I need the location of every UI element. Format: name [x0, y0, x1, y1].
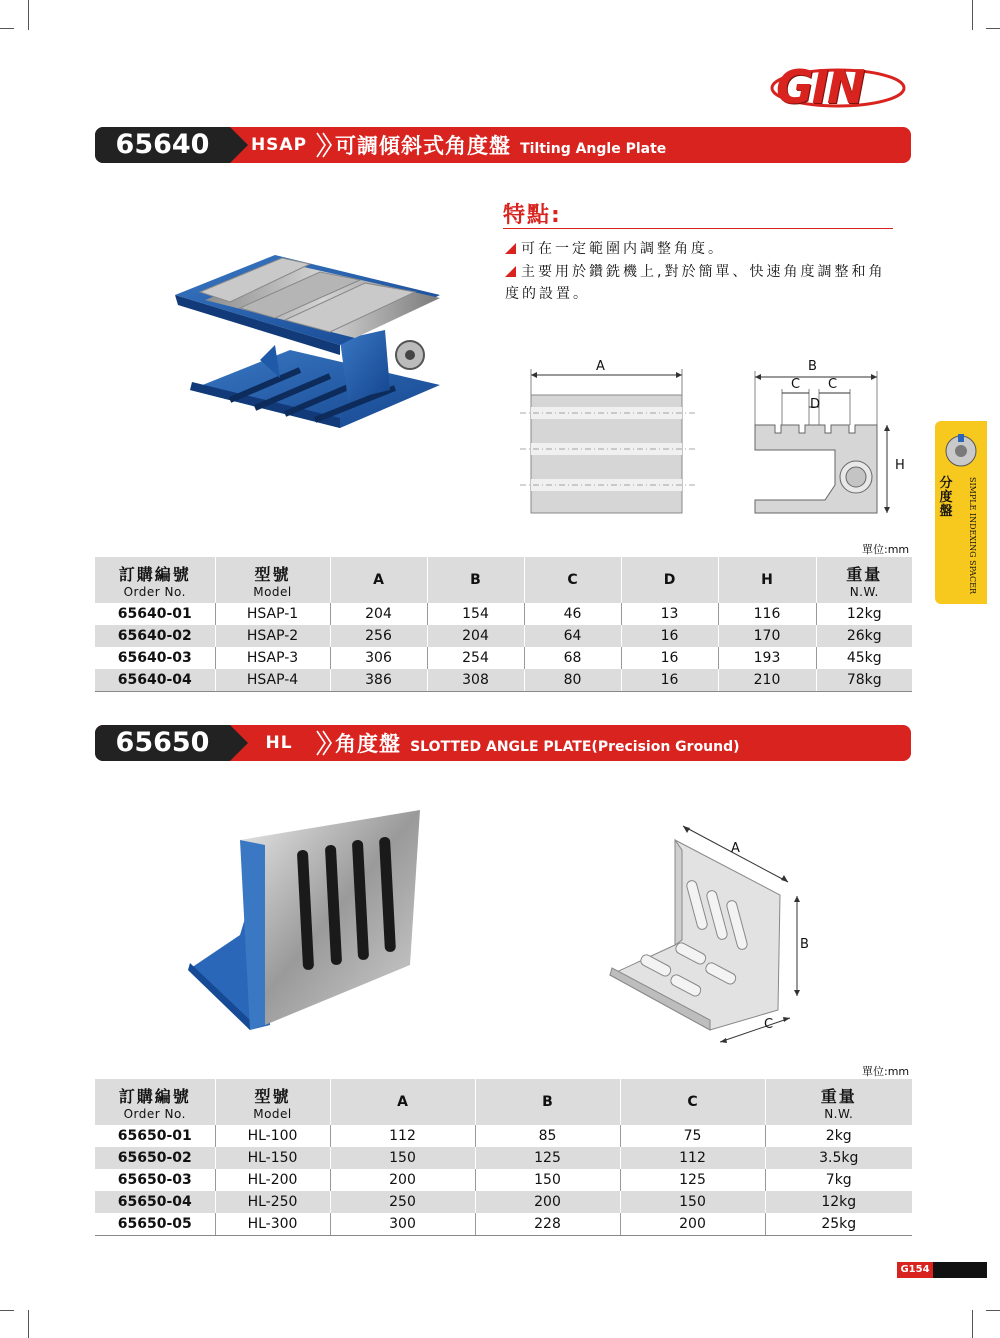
table-row: 65650-03 HL-200 200 150 125 7kg [95, 1169, 912, 1191]
section-title [335, 725, 740, 761]
crop-mark [986, 28, 1000, 29]
col-header-a: A [330, 557, 427, 603]
crop-mark [972, 1310, 973, 1338]
feature-item: 可在一定範圍内調整角度。 [505, 238, 905, 260]
crop-mark [28, 0, 29, 30]
col-header-c: C [620, 1079, 765, 1125]
side-tab-label-en: SIMPLE INDEXING SPACER [968, 477, 977, 595]
col-header-weight: 重量 N.W. [816, 557, 912, 603]
section-title-cn: 可調傾斜式角度盤 [335, 134, 511, 158]
dim-label-h: H [895, 458, 905, 473]
crop-mark [986, 1310, 1000, 1311]
unit-label: 單位:mm [862, 543, 910, 556]
angle-plate-diagram [600, 820, 810, 1050]
col-header-b: B [427, 557, 524, 603]
section-title-bar-65640 [95, 127, 911, 163]
col-header-h: H [718, 557, 816, 603]
chevron-right-icon [315, 729, 333, 757]
col-header-c: C [524, 557, 621, 603]
section-number: 65650 [95, 725, 230, 761]
dim-label-c: C [828, 377, 838, 392]
col-header-model: 型號 Model [215, 1079, 330, 1125]
table-row: 65650-01 HL-100 112 85 75 2kg [95, 1125, 912, 1147]
section-code: HSAP [250, 135, 308, 155]
col-header-order-no: 訂購編號 Order No. [95, 557, 215, 603]
section-title-en: Tilting Angle Plate [520, 141, 667, 157]
section-title-bar-65650 [95, 725, 911, 761]
section-title-en: SLOTTED ANGLE PLATE(Precision Ground) [410, 739, 740, 755]
spec-table-65640 [95, 557, 912, 692]
col-header-d: D [621, 557, 718, 603]
chevron-right-icon [315, 131, 333, 159]
crop-mark [0, 28, 14, 29]
brand-logo [768, 58, 914, 114]
dim-label-c: C [764, 1017, 774, 1032]
table-row: 65640-04 HSAP-4 386 308 80 16 210 78kg [95, 669, 912, 692]
indexing-spacer-icon [941, 431, 981, 471]
spec-table-65650 [95, 1079, 912, 1236]
table-row: 65650-02 HL-150 150 125 112 3.5kg [95, 1147, 912, 1169]
features-divider [503, 228, 893, 229]
side-tab-label-cn: 分度盤 [939, 476, 953, 519]
table-row: 65640-03 HSAP-3 306 254 68 16 193 45kg [95, 647, 912, 669]
table-header-row [95, 557, 912, 603]
feature-item: 主要用於鑽銑機上,對於簡單、快速角度調整和角度的設置。 [505, 264, 886, 302]
bullet-triangle-icon [505, 266, 516, 277]
table-row: 65640-01 HSAP-1 204 154 46 13 116 12kg [95, 603, 912, 625]
section-title [335, 127, 666, 163]
category-side-tab[interactable] [935, 421, 987, 604]
page-number-tab [897, 1262, 987, 1278]
unit-label: 單位:mm [862, 1065, 910, 1078]
crop-mark [0, 1310, 14, 1311]
front-view-diagram [520, 355, 700, 520]
tilting-angle-plate-image [170, 250, 450, 430]
section-title-cn: 角度盤 [335, 732, 401, 756]
table-row: 65650-05 HL-300 300 228 200 25kg [95, 1213, 912, 1236]
col-header-order-no: 訂購編號 Order No. [95, 1079, 215, 1125]
section-code: HL [265, 733, 293, 753]
dim-label-a: A [596, 359, 605, 374]
bullet-triangle-icon [505, 243, 516, 254]
slotted-angle-plate-image [180, 805, 430, 1035]
dim-label-a: A [731, 841, 740, 856]
brand-logo-text: GIN [776, 60, 864, 114]
table-header-row [95, 1079, 912, 1125]
col-header-model: 型號 Model [215, 557, 330, 603]
col-header-weight: 重量 N.W. [765, 1079, 912, 1125]
table-row: 65650-04 HL-250 250 200 150 12kg [95, 1191, 912, 1213]
crop-mark [28, 1310, 29, 1338]
page-number: G154 [897, 1262, 933, 1278]
table-row: 65640-02 HSAP-2 256 204 64 16 170 26kg [95, 625, 912, 647]
col-header-b: B [475, 1079, 620, 1125]
col-header-a: A [330, 1079, 475, 1125]
section-number: 65640 [95, 127, 230, 163]
features-title: 特點: [503, 203, 562, 228]
dim-label-d: D [810, 397, 821, 412]
dim-label-c: C [791, 377, 801, 392]
crop-mark [972, 0, 973, 30]
dim-label-b: B [800, 937, 809, 952]
dim-label-b: B [808, 359, 817, 374]
